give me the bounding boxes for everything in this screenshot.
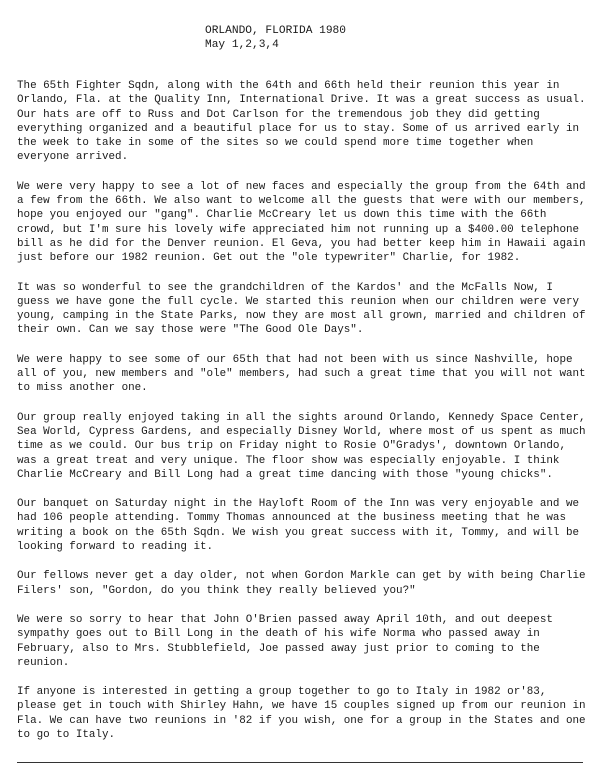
- bottom-divider: [17, 762, 583, 763]
- paragraph-returning-members: We were happy to see some of our 65th that had not been with us since Nashville, hope all of you, new members and "ole" members, had such a great time that you will not want to miss another one.: [17, 353, 586, 395]
- header-location-year: ORLANDO, FLORIDA 1980: [205, 25, 346, 37]
- paragraph-new-faces: We were very happy to see a lot of new faces and especially the group from the 64th and a few from the 66th. We also want to welcome all the guests that were with our members, hope you enjoyed our "gang". Charlie McCreary let us down this time with the 66th crowd, but I'm sure his lovely wife appreciated him not running up a $400.00 telephone bill as he did for the Denver reunion. El Geva, you had better keep him in Hawaii again just before our 1982 reunion. Get out the "ole typewriter" Charlie, for 1982.: [17, 180, 586, 265]
- paragraph-fellows: Our fellows never get a day older, not when Gordon Markle can get by with being Charlie Filers' son, "Gordon, do you think they really believed you?": [17, 570, 586, 597]
- paragraph-sights: Our group really enjoyed taking in all the sights around Orlando, Kennedy Space Center, Sea World, Cypress Gardens, and especially Disney World, where most of us spent as much time as we could. Our bus trip on Friday night to Rosie O"Gradys', downtown Orlando, was a great treat and very unique. The floor show was especially enjoyable. I think Charlie McCreary and Bill Long had a great time dancing with those "young chicks".: [17, 411, 586, 481]
- paragraph-grandchildren: It was so wonderful to see the grandchildren of the Kardos' and the McFalls Now, I guess we have gone the full cycle. We started this reunion when our children were very young, camping in the State Parks, now they are most all grown, married and children of their own. Can we say those were "The Good Ole Days".: [17, 281, 586, 337]
- paragraph-condolences: We were so sorry to hear that John O'Brien passed away April 10th, and out deepest sympathy goes out to Bill Long in the death of his wife Norma who passed away in February, also to Mrs. Stubblefield, Joe passed away just prior to coming to the reunion.: [17, 613, 553, 669]
- header-dates: May 1,2,3,4: [205, 39, 279, 51]
- paragraph-reunion-overview: The 65th Fighter Sqdn, along with the 64th and 66th held their reunion this year in Orlando, Fla. at the Quality Inn, International Drive. It was a great success as usual. Our hats are off to Russ and Dot Carlson for the tremendous job they did getting everything organized and a beautiful place for us to stay. Some of us arrived early in the week to take in some of the sites so we could spend more time together when everyone arrived.: [17, 80, 586, 164]
- paragraph-banquet: Our banquet on Saturday night in the Hayloft Room of the Inn was very enjoyable and we had 106 people attending. Tommy Thomas announced at the business meeting that he was writing a book on the 65th Sqdn. We wish you great success with it, Tommy, and will be looking forward to reading it.: [17, 498, 580, 554]
- paragraph-italy-trip: If anyone is interested in getting a group together to go to Italy in 1982 or'83, please get in touch with Shirley Hahn, we have 15 couples signed up from our reunion in Fla. We can have two reunions in '82 if you wish, one for a group in the States and one to go to Italy.: [17, 686, 586, 741]
- document-header: [205, 24, 346, 52]
- document-body: [17, 79, 589, 757]
